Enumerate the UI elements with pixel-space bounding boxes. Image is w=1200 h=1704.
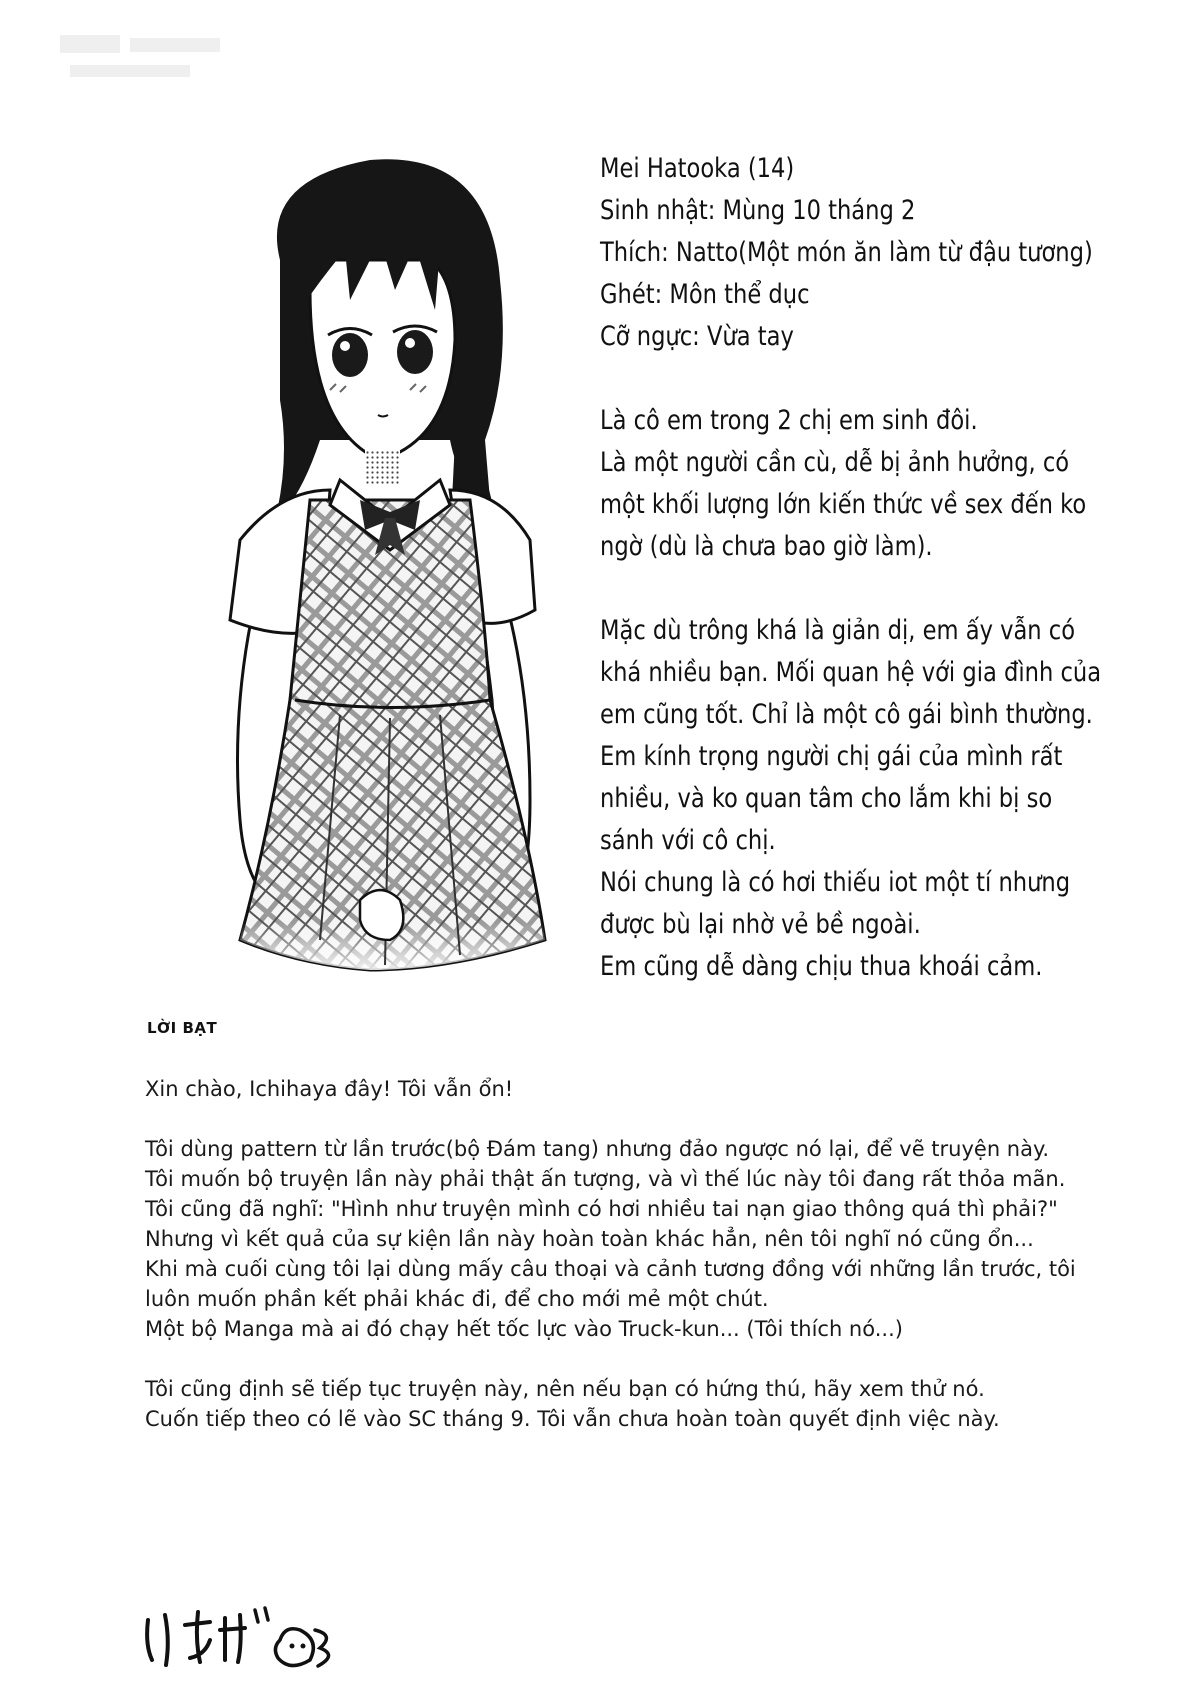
profile-dislikes: Ghét: Môn thể dục xyxy=(600,279,810,310)
afterword-paragraph: Tôi dùng pattern từ lần trước(bộ Đám tang) nhưng đảo ngược nó lại, để vẽ truyện này. xyxy=(145,1137,1050,1161)
desc-line: khá nhiều bạn. Mối quan hệ với gia đình của xyxy=(600,657,1102,688)
desc-line: ngờ (dù là chưa bao giờ làm). xyxy=(600,531,933,562)
desc-line: Em cũng dễ dàng chịu thua khoái cảm. xyxy=(600,951,1043,982)
afterword-heading: LỜI BẠT xyxy=(147,1019,218,1037)
afterword-body xyxy=(145,1074,1095,1434)
afterword-block-1 xyxy=(145,1134,1095,1344)
profile-name: Mei Hatooka (14) xyxy=(600,153,795,184)
desc-line: nhiều, và ko quan tâm cho lắm khi bị so xyxy=(600,783,1053,814)
desc-line: em cũng tốt. Chỉ là một cô gái bình thường. xyxy=(600,699,1093,730)
profile-likes: Thích: Natto(Một món ăn làm từ đậu tương) xyxy=(600,237,1093,268)
afterword-paragraph: Khi mà cuối cùng tôi lại dùng mấy câu thoại và cảnh tương đồng với những lần trước, tôi luôn muốn phần kết phải khác đi, để cho mới mẻ một chút. xyxy=(145,1257,1076,1311)
desc-line: Là cô em trong 2 chị em sinh đôi. xyxy=(600,405,978,436)
afterword-greeting: Xin chào, Ichihaya đây! Tôi vẫn ổn! xyxy=(145,1077,514,1101)
afterword-paragraph: Cuốn tiếp theo có lẽ vào SC tháng 9. Tôi vẫn chưa hoàn toàn quyết định việc này. xyxy=(145,1407,1000,1431)
desc-line: được bù lại nhờ vẻ bề ngoài. xyxy=(600,909,921,940)
character-illustration xyxy=(200,140,580,1020)
desc-line: Là một người cần cù, dễ bị ảnh hưởng, có xyxy=(600,447,1070,478)
afterword-paragraph: Một bộ Manga mà ai đó chạy hết tốc lực vào Truck-kun... (Tôi thích nó...) xyxy=(145,1317,903,1341)
author-signature xyxy=(140,1600,340,1680)
desc-line: Nói chung là có hơi thiếu iot một tí nhưng xyxy=(600,867,1071,898)
character-profile xyxy=(600,148,1139,988)
afterword-block-2 xyxy=(145,1374,1095,1434)
profile-description-2 xyxy=(600,610,1139,988)
afterword-paragraph: Tôi muốn bộ truyện lần này phải thật ấn tượng, và vì thế lúc này tôi đang rất thỏa mãn. Tôi cũng đã nghĩ: "Hình như truyện mình có hơi nhiều tai nạn giao thông quá thì phải?" Nhưng vì kết quả của sự kiện lần này hoàn toàn khác hẳn, nên tôi nghĩ nó cũng ổn... xyxy=(145,1167,1066,1251)
desc-line: sánh với cô chị. xyxy=(600,825,776,856)
profile-birthday: Sinh nhật: Mùng 10 tháng 2 xyxy=(600,195,916,226)
desc-line: Em kính trọng người chị gái của mình rất xyxy=(600,741,1063,772)
desc-line: một khối lượng lớn kiến thức về sex đến ko xyxy=(600,489,1087,520)
profile-bust: Cỡ ngực: Vừa tay xyxy=(600,321,794,352)
desc-line: Mặc dù trông khá là giản dị, em ấy vẫn có xyxy=(600,615,1076,646)
afterword-paragraph: Tôi cũng định sẽ tiếp tục truyện này, nên nếu bạn có hứng thú, hãy xem thử nó. xyxy=(145,1377,985,1401)
profile-description-1 xyxy=(600,400,1139,568)
scan-artifact xyxy=(60,30,240,90)
